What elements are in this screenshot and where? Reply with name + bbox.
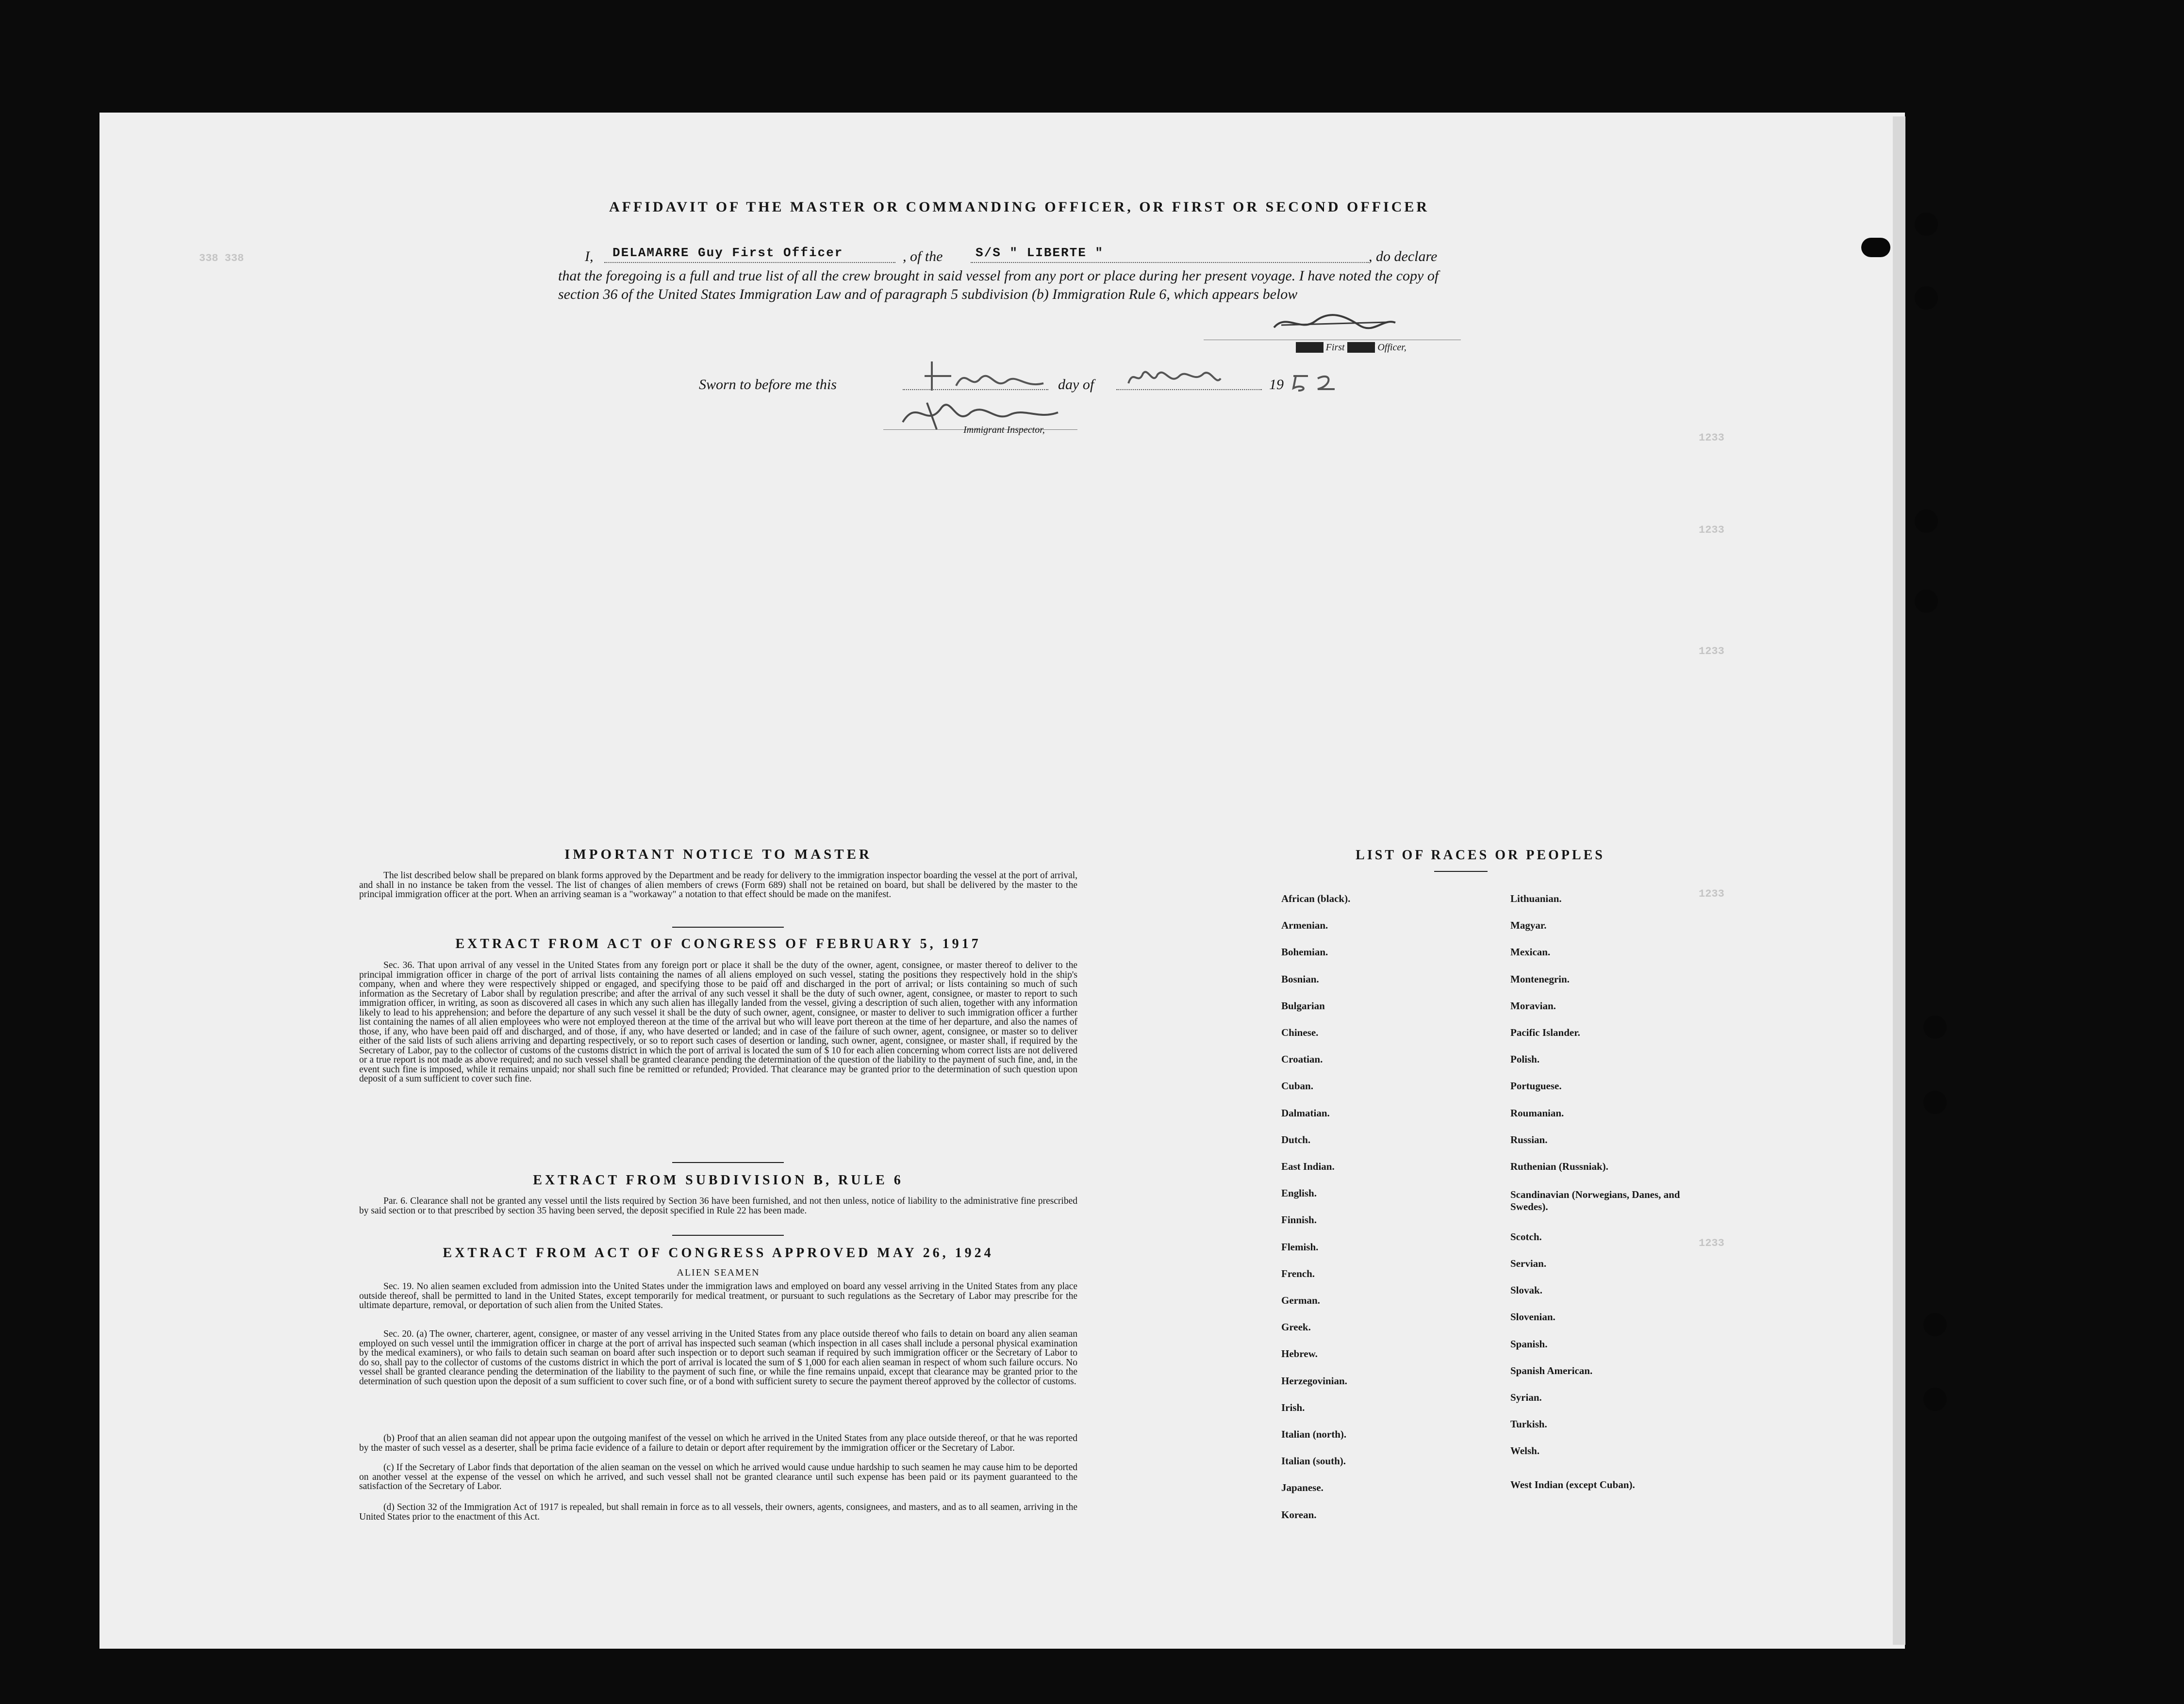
signature-master-label xyxy=(1296,342,1406,353)
punch-hole xyxy=(1923,1016,1947,1039)
race-item: Moravian. xyxy=(1510,1000,1556,1012)
first-label: First xyxy=(1325,342,1345,353)
bleed-through-mark: 1233 xyxy=(1699,432,1724,444)
inspector-label: Immigrant Inspector, xyxy=(963,425,1045,435)
master-signature xyxy=(1272,311,1398,339)
second-struck: Second xyxy=(1347,342,1375,353)
race-item: Bosnian. xyxy=(1281,973,1319,985)
vessel-fill-line xyxy=(971,262,1369,263)
extract-1924-sec20d: (d) Section 32 of the Immigration Act of 1917 is repealed, but shall remain in force as to all vessels, their owners, agents, consignees, and masters, and as to all seamen, arriving in the United States prior to the enactment of this Act. xyxy=(359,1502,1077,1522)
affidavit-line1-prefix: I, xyxy=(585,248,594,264)
extract-1924-title: EXTRACT FROM ACT OF CONGRESS APPROVED MAY 26, 1924 xyxy=(443,1245,994,1261)
bleed-through-mark: 1233 xyxy=(1699,524,1724,536)
name-fill-line xyxy=(604,262,895,263)
bleed-through-mark: 1233 xyxy=(1699,888,1724,900)
race-item: Armenian. xyxy=(1281,919,1328,931)
punch-hole xyxy=(1923,1388,1947,1411)
race-item: Italian (south). xyxy=(1281,1455,1346,1467)
punch-hole xyxy=(1923,1091,1947,1114)
race-item: Flemish. xyxy=(1281,1241,1319,1253)
notice-title: IMPORTANT NOTICE TO MASTER xyxy=(564,847,872,862)
races-title-underline xyxy=(1434,871,1488,872)
race-item: Montenegrin. xyxy=(1510,973,1570,985)
extract-rule6-text: Par. 6. Clearance shall not be granted any vessel until the lists required by Section 36 have been furnished, and not then unless, notice of liability to the administrative fine prescribed by said section or to that prescribed by section 35 having been served, the deposit specified in Rule 22 has been made. xyxy=(359,1196,1077,1216)
race-item: Spanish. xyxy=(1510,1338,1548,1350)
notice-text: The list described below shall be prepared on blank forms approved by the Department and be ready for delivery to the immigration inspector boarding the vessel at the port of arrival, and shall in no instance be taken from the vessel. The list of changes of alien members of crews (Form 689) shall not be retained on board, but shall be delivered by the master to the principal immigration officer at the port. When an arriving seaman is a "workaway" a notation to that effect should be made on the manifest. xyxy=(359,870,1077,900)
affidavit-body: that the foregoing is a full and true list of all the crew brought in said vessel from any port or place during her present voyage. I have noted the copy of section 36 of the United States Immigration Law and of paragraph 5 subdivision (b) Immigration Rule 6, which appears below xyxy=(558,268,1439,302)
extract-1924-sec20b: (b) Proof that an alien seaman did not appear upon the outgoing manifest of the vessel on which he arrived in the United States from any place outside thereof, or that he was reported by the master of such vessel as a deserter, shall be prima facie evidence of a failure to detain or deport after requirement by the immigration officer or the Secretary of Labor. xyxy=(359,1433,1077,1453)
race-item: Italian (north). xyxy=(1281,1428,1347,1440)
race-item: Chinese. xyxy=(1281,1027,1319,1038)
race-item: Servian. xyxy=(1510,1258,1547,1269)
bleed-through-mark: 1233 xyxy=(1699,1237,1724,1249)
vessel-name-typed: S/S " LIBERTE " xyxy=(976,246,1104,260)
punch-hole xyxy=(1861,238,1890,257)
punch-hole xyxy=(1915,286,1938,310)
page-edge xyxy=(1893,116,1905,1645)
race-item: Welsh. xyxy=(1510,1445,1540,1457)
race-item: Herzegovinian. xyxy=(1281,1375,1347,1387)
race-item: Turkish. xyxy=(1510,1418,1547,1430)
do-declare-text: , do declare xyxy=(1369,248,1438,264)
race-item: Syrian. xyxy=(1510,1392,1542,1403)
extract-1924-sec19: Sec. 19. No alien seamen excluded from admission into the United States under the immigration laws and employed on board any vessel arriving in the United States from any place outside thereof, shall be permitted to land in the United States, except temporarily for medical treatment, or pursuant to such regulations as the Secretary of Labor may prescribe for the ultimate departure, removal, or deportation of such alien from the United States. xyxy=(359,1281,1077,1311)
race-item: Lithuanian. xyxy=(1510,893,1562,904)
extract-1924-sec20a: Sec. 20. (a) The owner, charterer, agent, consignee, or master of any vessel arriving in the United States from any place outside thereof who fails to detain on board any alien seaman employed on such vessel until the immigration officer in charge at the port of arrival has inspected such seaman (which inspection in all cases shall include a personal physical examination by the medical examiners), or who fails to detain such seaman on board after such inspection or to deport such seaman if required by such immigration officer or the Secretary of Labor to do so, shall pay to the collector of customs of the customs district in which the port of arrival is located the sum of $ 1,000 for each alien seaman in respect of whom such failure occurs. No vessel shall be granted clearance pending the determination of the liability to the payment of such fine, or while the fine remains unpaid, except that clearance may be granted prior to the determination of such question upon the deposit of a sum sufficient to cover such fine, or of a bond with sufficient surety to secure the payment thereof approved by the collector of customs. xyxy=(359,1329,1077,1387)
race-item: East Indian. xyxy=(1281,1161,1335,1172)
race-item: Spanish American. xyxy=(1510,1365,1593,1376)
race-item: Slovenian. xyxy=(1510,1311,1555,1323)
race-item: West Indian (except Cuban). xyxy=(1510,1479,1635,1491)
affidavit-title: AFFIDAVIT OF THE MASTER OR COMMANDING OFFICER, OR FIRST OR SECOND OFFICER xyxy=(609,199,1430,215)
race-item: Greek. xyxy=(1281,1321,1311,1333)
race-item: Polish. xyxy=(1510,1053,1540,1065)
punch-hole xyxy=(1915,509,1938,533)
extract-1917-text: Sec. 36. That upon arrival of any vessel in the United States from any foreign port or place it shall be the duty of the owner, agent, consignee, or master thereof to deliver to the principal immigration officer in charge of the port of arrival lists containing the names of all aliens employed on such vessel, stating the positions they respectively hold in the ship's company, when and where they were respectively shipped or engaged, and specifying those to be paid off and discharged in the port of arrival; or lists containing so much of such information as the Secretary of Labor shall by regulation prescribe; and after the arrival of any such vessel it shall be the duty of such owner, agent, consignee, or master to report to such immigration officer, in writing, as soon as discovered all cases in which any such alien has illegally landed from the vessel, giving a description of such alien, together with any information likely to lead to his apprehension; and before the departure of any such vessel it shall be the duty of such owner, agent, consignee, or master to deliver to such immigration officer a further list containing the names of all alien employees who were not employed thereon at the time of the arrival but who will leave port thereon at the time of her departure, and also the names of those, if any, who have been paid off and discharged, and of those, if any, who have deserted or landed; and in case of the failure of such owner, agent, consignee, or master so to deliver either of the said lists of such aliens arriving and departing respectively, or so to report such cases of desertion or landing, such owner, agent, consignee, or master shall, if required by the Secretary of Labor, pay to the collector of customs of the customs district in which the port of arrival is located the sum of $ 10 for each alien concerning whom correct lists are not delivered or a true report is not made as above required; and no such vessel shall be granted clearance pending the determination of the question of the liability to the payment of such fine, and, in the event such fine is imposed, while it remains unpaid; nor shall such fine be remitted or refunded; Provided. That clearance may be granted prior to the determination of such question upon deposit of a sum sufficient to cover such fine. xyxy=(359,960,1077,1084)
race-item: Scandinavian (Norwegians, Danes, and Swedes). xyxy=(1510,1189,1680,1212)
race-item: Irish. xyxy=(1281,1402,1305,1413)
race-item: Dutch. xyxy=(1281,1134,1311,1146)
extract-1917-title: EXTRACT FROM ACT OF CONGRESS OF FEBRUARY 5, 1917 xyxy=(455,936,981,951)
bleed-through-mark: 338 338 xyxy=(199,252,244,264)
extract-1924-subtitle: ALIEN SEAMEN xyxy=(677,1267,760,1278)
separator xyxy=(672,1235,784,1236)
race-item: Magyar. xyxy=(1510,919,1547,931)
race-item: Mexican. xyxy=(1510,946,1551,958)
extract-1924-sec20c: (c) If the Secretary of Labor finds that deportation of the alien seaman on the vessel on which he arrived would cause undue hardship to such seamen he may cause him to be deported on another vessel at the expense of the vessel on which he arrived, and such vessel shall not be granted clearance until such expense has been paid or its payment guaranteed to the satisfaction of the Secretary of Labor. xyxy=(359,1462,1077,1491)
race-item: Japanese. xyxy=(1281,1482,1324,1493)
race-item: Slovak. xyxy=(1510,1284,1542,1296)
race-item: English. xyxy=(1281,1187,1317,1199)
separator xyxy=(672,927,784,928)
race-item: Bohemian. xyxy=(1281,946,1328,958)
punch-hole xyxy=(1915,213,1938,236)
race-item: Croatian. xyxy=(1281,1053,1323,1065)
race-item: Pacific Islander. xyxy=(1510,1027,1580,1038)
race-item: French. xyxy=(1281,1268,1315,1279)
race-item: Bulgarian xyxy=(1281,1000,1325,1012)
punch-hole xyxy=(1923,1313,1947,1336)
day-of-label: day of xyxy=(1058,377,1094,393)
race-item: Ruthenian (Russniak). xyxy=(1510,1161,1608,1172)
race-item: German. xyxy=(1281,1294,1320,1306)
month-handwriting xyxy=(1126,359,1223,400)
of-the-text: , of the xyxy=(903,248,943,264)
race-item: Korean. xyxy=(1281,1509,1317,1521)
bleed-through-mark: 1233 xyxy=(1699,645,1724,657)
races-title: LIST OF RACES OR PEOPLES xyxy=(1356,848,1605,863)
race-item: Roumanian. xyxy=(1510,1107,1564,1119)
race-item: Finnish. xyxy=(1281,1214,1317,1226)
race-item: Hebrew. xyxy=(1281,1348,1318,1360)
punch-hole xyxy=(1915,590,1938,613)
year-prefix: 19 xyxy=(1269,377,1284,393)
race-item: Portuguese. xyxy=(1510,1080,1562,1092)
extract-rule6-title: EXTRACT FROM SUBDIVISION B, RULE 6 xyxy=(533,1173,904,1188)
separator xyxy=(672,1162,784,1163)
race-item: Dalmatian. xyxy=(1281,1107,1330,1119)
master-struck: Master xyxy=(1296,342,1324,353)
officer-name-typed: DELAMARRE Guy First Officer xyxy=(612,246,844,260)
officer-label: Officer, xyxy=(1377,342,1406,353)
race-item: Scotch. xyxy=(1510,1231,1542,1243)
year-handwriting xyxy=(1289,369,1342,395)
race-item: African (black). xyxy=(1281,893,1351,904)
race-item: Russian. xyxy=(1510,1134,1548,1146)
sworn-prefix: Sworn to before me this xyxy=(699,377,837,393)
race-item: Cuban. xyxy=(1281,1080,1313,1092)
